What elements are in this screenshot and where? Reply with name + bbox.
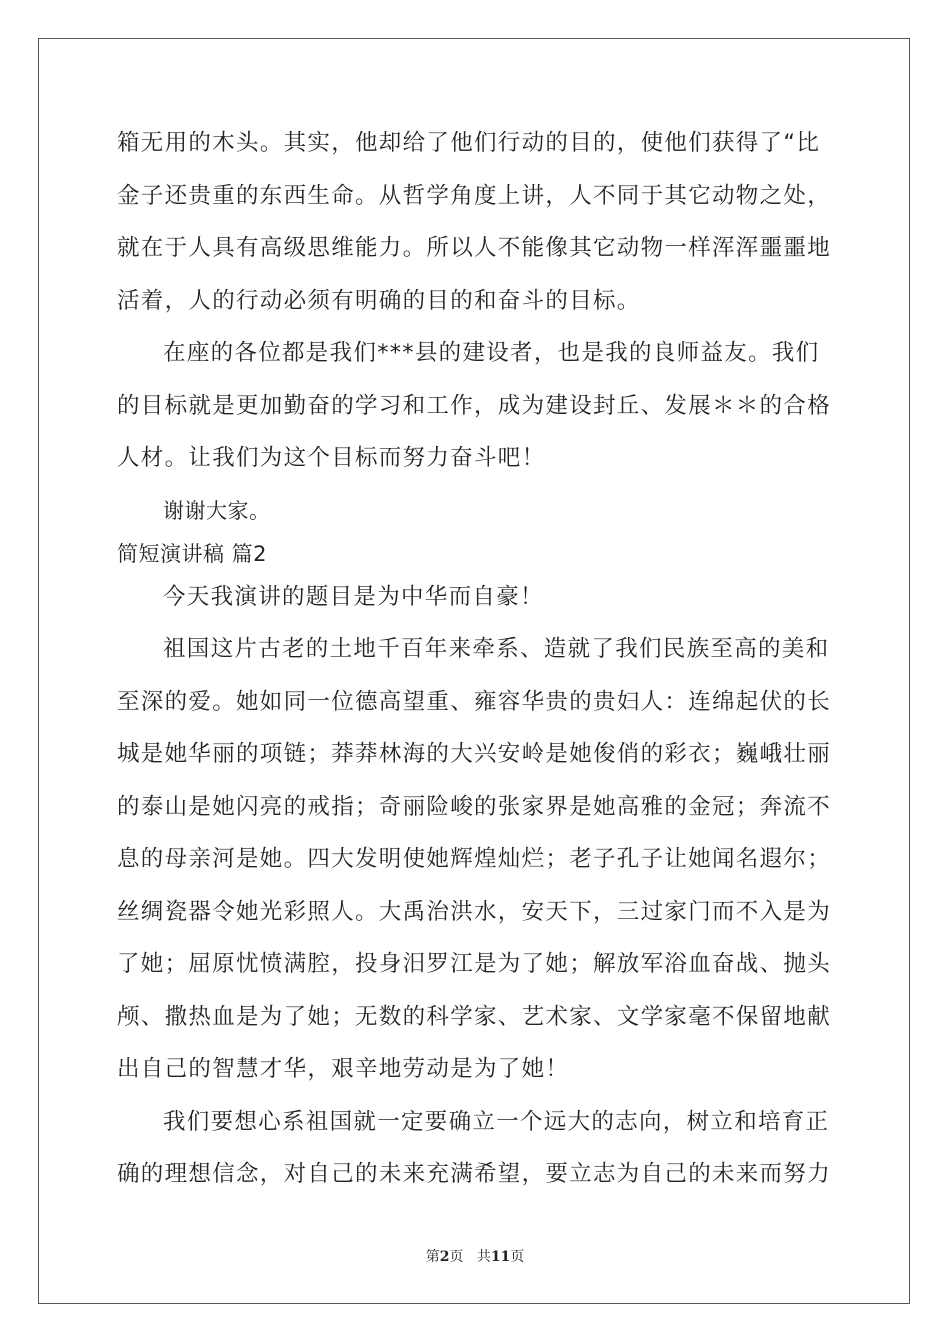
text-line: 就在于人具有高级思维能力。所以人不能像其它动物一样浑浑噩噩地 [117,235,832,261]
page-prefix: 第 [425,1249,440,1265]
section-title: 简短演讲稿 篇2 [117,541,268,566]
paragraph [117,129,833,339]
total-prefix: 共 [476,1249,491,1265]
text-line: 活着，人的行动必须有明确的目的和奋斗的目标。 [117,287,641,314]
text-line: 人材。让我们为这个目标而努力奋斗吧！ [117,445,546,471]
paragraph [117,635,833,1108]
text-line: 确的理想信念，对自己的未来充满希望，要立志为自己的未来而努力 [117,1161,832,1187]
text-line: 祖国这片古老的土地千百年来牵系、造就了我们民族至高的美和 [163,636,830,662]
page-suffix: 页 [449,1249,464,1265]
text-line: 息的母亲河是她。四大发明使她辉煌灿烂；老子孔子让她闻名遐尔； [117,846,832,872]
text-line: 金子还贵重的东西生命。从哲学角度上讲，人不同于其它动物之处， [117,182,832,209]
total-suffix: 页 [510,1249,525,1265]
text-line: 出自己的智慧才华，艰辛地劳动是为了她！ [117,1056,570,1082]
page-footer [0,1246,950,1266]
paragraph [117,583,833,636]
total-pages: 11 [490,1249,511,1265]
text-line: 的泰山是她闪亮的戒指；奇丽险峻的张家界是她高雅的金冠；奔流不 [117,793,832,820]
text-line: 谢谢大家。 [163,498,271,523]
text-line: 颅、撒热血是为了她；无数的科学家、艺术家、文学家毫不保留地献 [117,1003,832,1030]
text-line: 丝绸瓷器令她光彩照人。大禹治洪水，安天下，三过家门而不入是为 [117,898,832,925]
document-body [117,129,833,1213]
text-line: 了她；屈原忧愤满腔，投身汨罗江是为了她；解放军浴血奋战、抛头 [117,951,832,977]
text-line: 的目标就是更加勤奋的学习和工作，成为建设封丘、发展＊＊的合格 [117,392,832,419]
text-line: 至深的爱。她如同一位德高望重、雍容华贵的贵妇人：连绵起伏的长 [117,688,832,715]
paragraph [117,339,833,497]
paragraph [117,1108,833,1213]
text-line: 箱无用的木头。其实，他却给了他们行动的目的，使他们获得了“比 [117,130,821,156]
text-line: 在座的各位都是我们***县的建设者，也是我的良师益友。我们 [163,340,820,366]
text-line: 城是她华丽的项链；莽莽林海的大兴安岭是她俊俏的彩衣；巍峨壮丽 [117,741,832,767]
text-line: 今天我演讲的题目是为中华而自豪！ [163,583,544,610]
paragraph [117,497,833,540]
page-number: 2 [439,1249,450,1265]
text-line: 我们要想心系祖国就一定要确立一个远大的志向，树立和培育正 [163,1108,830,1135]
